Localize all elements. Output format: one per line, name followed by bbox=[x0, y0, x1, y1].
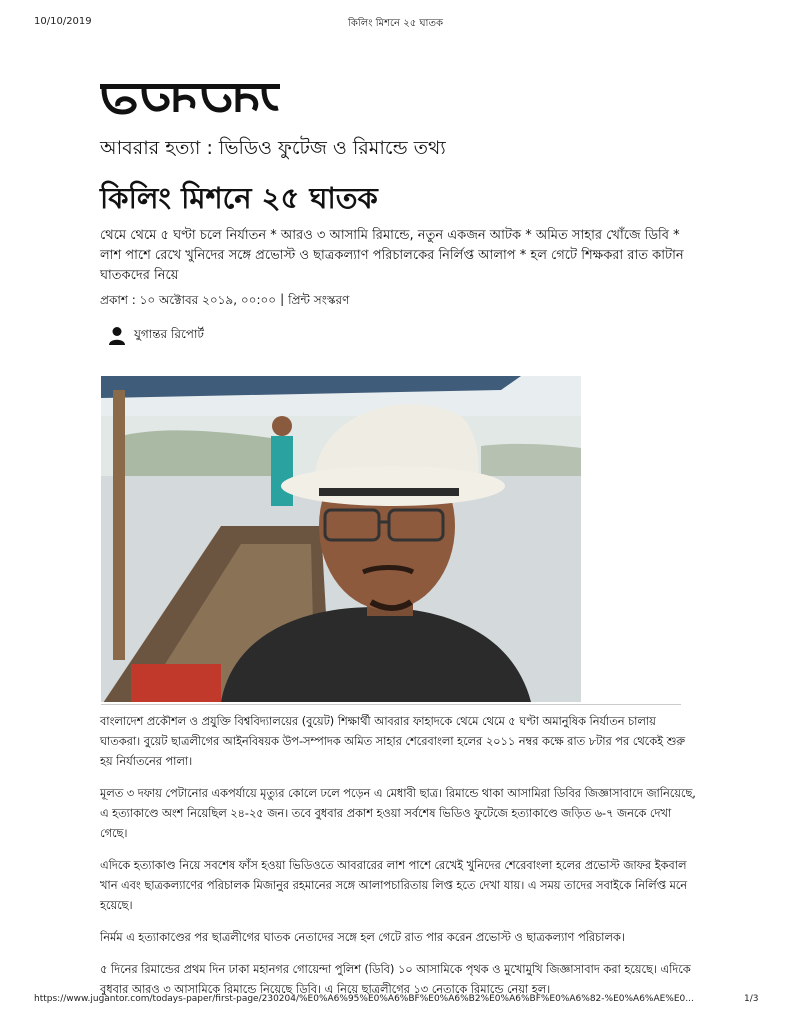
print-date: 10/10/2019 bbox=[34, 16, 92, 27]
article-paragraph: বাংলাদেশ প্রকৌশল ও প্রযুক্তি বিশ্ববিদ্যালয়ের (বুয়েট) শিক্ষার্থী আবরার ফাহাদকে থেমে থেমে ৫ ঘণ্টা অমানুষিক নির্যাতন চালায় ঘাতকরা। বুয়েট ছাত্রলীগের আইনবিষয়ক উপ-সম্পাদক অমিত সাহার শেরেবাংলা হলের ২০১১ নম্বর কক্ষে রাত ৮টার পর থেকেই শুরু হয় নির্যাতনের পালা। bbox=[100, 715, 685, 768]
article-photo bbox=[101, 376, 581, 702]
reporter-byline bbox=[108, 326, 204, 346]
article-paragraph: ৫ দিনের রিমান্ডের প্রথম দিন ঢাকা মহানগর গোয়েন্দা পুলিশ (ডিবি) ১০ আসামিকে পৃথক ও মুখোমুখি জিজ্ঞাসাবাদ করা হয়েছে। এদিকে বুধবার আরও ৩ আসামিকে রিমান্ডে নিয়েছে ডিবি। এ নিয়ে ছাত্রলীগের ১৩ নেতাকে রিমান্ডে নেয়া হল। bbox=[100, 963, 691, 996]
edition-link[interactable]: প্রিন্ট সংস্করণ bbox=[288, 293, 350, 307]
article-paragraph: এদিকে হত্যাকাণ্ড নিয়ে সবশেষ ফাঁস হওয়া ভিডিওতে আবরারের লাশ পাশে রেখেই খুনিদের শেরেবাংলা হলের প্রভোস্ট জাফর ইকবাল খান এবং ছাত্রকল্যাণের পরিচালক মিজানুর রহমানের সঙ্গে আলাপচারিতায় লিপ্ত হতে দেখা যায়। এ সময় তাদের সবাইকে নির্লিপ্ত মনে হয়েছে। bbox=[100, 859, 688, 912]
print-page-title: কিলিং মিশনে ২৫ ঘাতক bbox=[348, 18, 443, 29]
article-paragraph: নির্মম এ হত্যাকাণ্ডের পর ছাত্রলীগের ঘাতক নেতাদের সঙ্গে হল গেটে রাত পার করেন প্রভোস্ট ও ছাত্রকল্যাণ পরিচালক। bbox=[100, 931, 625, 944]
photo-divider bbox=[101, 704, 681, 705]
article-body bbox=[100, 712, 696, 1012]
user-icon bbox=[108, 326, 126, 346]
print-url: https://www.jugantor.com/todays-paper/first-page/230204/%E0%A6%95%E0%A6%BF%E0%A6%B2%E0%A6%BF%E0%A6%82-%E0%A6%AE%E0... bbox=[34, 994, 694, 1004]
jugantor-logo[interactable] bbox=[100, 78, 282, 118]
publish-separator: | bbox=[280, 292, 285, 306]
article-headline: কিলিং মিশনে ২৫ ঘাতক bbox=[100, 181, 378, 215]
publish-info bbox=[100, 292, 349, 312]
article-summary: থেমে থেমে ৫ ঘণ্টা চলে নির্যাতন * আরও ৩ আসামি রিমান্ডে, নতুন একজন আটক * অমিত সাহার খোঁজে ডিবি * লাশ পাশে রেখে খুনিদের সঙ্গে প্রভোস্ট ও ছাত্রকল্যাণ পরিচালকের নির্লিপ্ত আলাপ * হল গেটে শিক্ষকরা রাত কাটান ঘাতকদের নিয়ে bbox=[100, 228, 684, 283]
publish-date: প্রকাশ : ১০ অক্টোবর ২০১৯, ০০:০০ bbox=[100, 293, 277, 307]
article-paragraph: মূলত ৩ দফায় পেটানোর একপর্যায়ে মৃত্যুর কোলে ঢলে পড়েন এ মেধাবী ছাত্র। রিমান্ডে থাকা আসামিরা ডিবির জিজ্ঞাসাবাদে জানিয়েছে, এ হত্যাকাণ্ডে অংশ নিয়েছিল ২৪-২৫ জন। তবে বুধবার প্রকাশ হওয়া সর্বশেষ ভিডিও ফুটেজে হত্যাকাণ্ডে জড়িত ৬-৭ জনকে দেখা গেছে। bbox=[100, 787, 696, 840]
reporter-name: যুগান্তর রিপোর্ট bbox=[134, 327, 204, 341]
article-shoulder: আবরার হত্যা : ভিডিও ফুটেজ ও রিমান্ডে তথ্য bbox=[100, 137, 446, 159]
print-page-number: 1/3 bbox=[744, 994, 759, 1004]
